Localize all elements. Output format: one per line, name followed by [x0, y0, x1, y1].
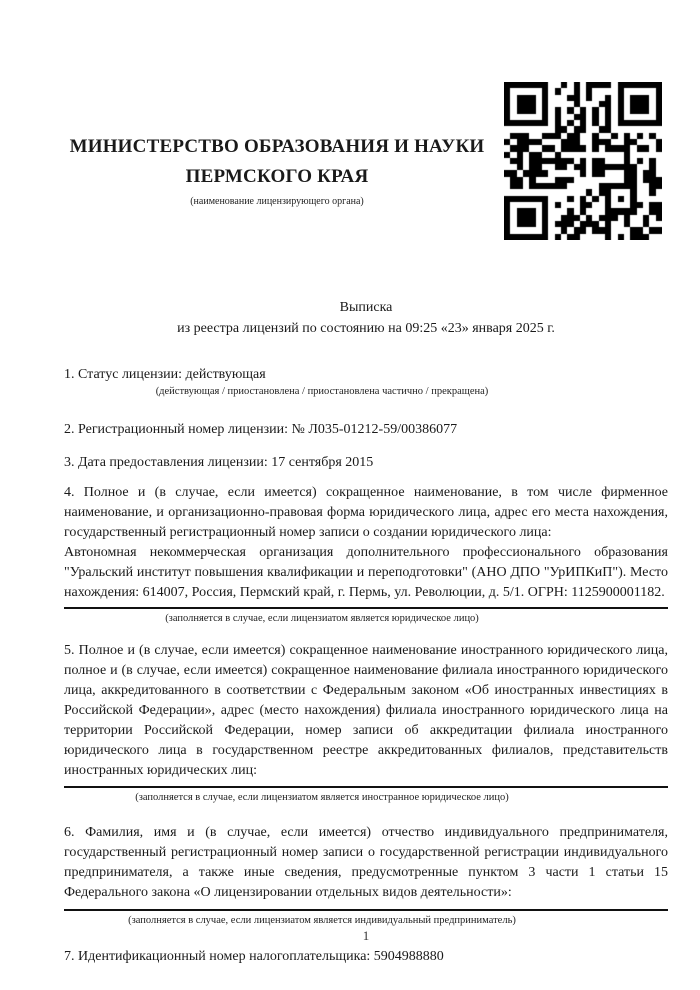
section-taxpayer-number — [64, 947, 668, 967]
section-registration-number — [64, 420, 668, 440]
fill-in-rule — [64, 909, 668, 911]
document-title-line1: Выписка — [339, 300, 393, 315]
section-license-status — [64, 365, 668, 399]
section-foreign-entity — [64, 641, 668, 805]
legal-entity-value: Автономная некоммерческая организация дополнительного профессионального образования "Уральский институт повышения квалификации и переподготовки" (АНО ДПО "УрИПКиП"). Место нахождения: 614007, Россия, Пермский край, г. Пермь, ул. Революции, д. 5/1. ОГРН: 1125900001182. — [64, 545, 668, 600]
qr-code-icon — [504, 82, 662, 240]
legal-entity-caption: (заполняется в случае, если лицензиатом является юридическое лицо) — [165, 613, 479, 624]
ministry-caption: (наименование лицензирующего органа) — [190, 196, 364, 207]
document-body — [64, 297, 668, 967]
ministry-name-line2: ПЕРМСКОГО КРАЯ — [185, 166, 369, 187]
foreign-entity-label: 5. Полное и (в случае, если имеется) сокращенное наименование иностранного юридического лица, полное и (в случае, если имеется) сокращенное наименование филиала иностранного юридического лица, аккредитованного в соответствии с Федеральным законом «Об иностранных инвестициях в Российской Федерации», адрес (место нахождения) филиала иностранного юридического лица на территории Российской Федерации, номер записи об аккредитации филиала иностранного юридического лица в государственном реестре аккредитованных филиалов, представительств иностранных юридических лиц: — [64, 643, 668, 778]
license-status-caption: (действующая / приостановлена / приостановлена частично / прекращена) — [155, 386, 489, 397]
individual-entrepreneur-label: 6. Фамилия, имя и (в случае, если имеется) отчество индивидуального предпринимателя, государственный регистрационный номер записи о государственной регистрации индивидуального предпринимателя, а также иные сведения, предусмотренные пунктом 3 части 1 статьи 15 Федерального закона «О лицензировании отдельных видов деятельности»: — [64, 825, 668, 900]
page-number: 1 — [362, 928, 370, 943]
licensing-authority-header — [64, 132, 490, 207]
document-title — [64, 297, 668, 339]
legal-entity-label: 4. Полное и (в случае, если имеется) сокращенное наименование, в том числе фирменное наименование, и организационно-правовая форма юридического лица, адрес его места нахождения, государственный регистрационный номер записи о создании юридического лица: — [64, 485, 668, 540]
fill-in-rule — [64, 786, 668, 788]
fill-in-rule — [64, 607, 668, 609]
foreign-entity-caption: (заполняется в случае, если лицензиатом является иностранное юридическое лицо) — [135, 792, 509, 803]
individual-entrepreneur-caption: (заполняется в случае, если лицензиатом является индивидуальный предприниматель) — [128, 915, 516, 926]
license-status-text: 1. Статус лицензии: действующая — [64, 367, 266, 382]
license-date-text: 3. Дата предоставления лицензии: 17 сентября 2015 — [64, 455, 374, 470]
section-legal-entity — [64, 483, 668, 626]
taxpayer-number-text: 7. Идентификационный номер налогоплательщика: 5904988880 — [64, 949, 444, 964]
ministry-name-line1: МИНИСТЕРСТВО ОБРАЗОВАНИЯ И НАУКИ — [69, 136, 485, 157]
ministry-name — [64, 132, 490, 192]
section-individual-entrepreneur — [64, 823, 668, 928]
document-title-line2: из реестра лицензий по состоянию на 09:25 «23» января 2025 г. — [177, 321, 555, 336]
section-license-date — [64, 453, 668, 473]
registration-number-text: 2. Регистрационный номер лицензии: № Л035-01212-59/00386077 — [64, 422, 458, 437]
